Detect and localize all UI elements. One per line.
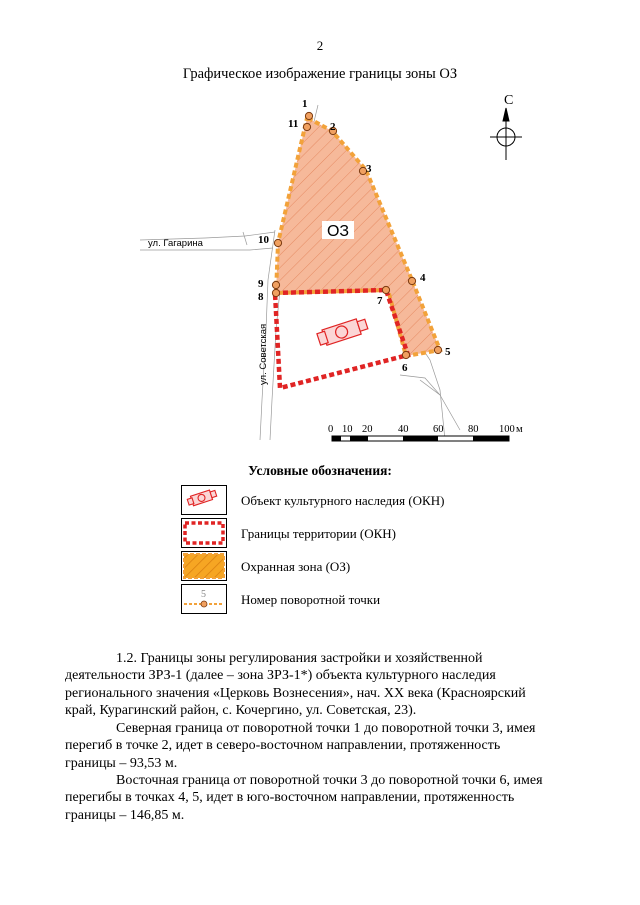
point-label-3: 3 (366, 163, 372, 175)
legend-label-turning-point: Номер поворотной точки (241, 592, 381, 607)
point-marker-7 (382, 286, 389, 293)
point-label-9: 9 (258, 278, 264, 290)
point-marker-1 (305, 112, 312, 119)
point-label-11: 11 (288, 118, 299, 130)
point-label-1: 1 (302, 98, 308, 110)
paragraph-3-line-3: границы – 146,85 м. (65, 807, 185, 823)
scale-tick-10: 10 (342, 424, 353, 435)
point-marker-8 (272, 289, 279, 296)
figure-title: Графическое изображение границы зоны ОЗ (182, 66, 458, 82)
point-marker-5 (434, 346, 441, 353)
point-label-7: 7 (377, 295, 383, 307)
paragraph-3-line-2: перегибы в точках 4, 5, идет в юго-восточном направлении, протяженность (65, 790, 515, 806)
legend-label-okn-object: Объект культурного наследия (ОКН) (241, 493, 445, 508)
scale-tick-40: 40 (398, 424, 409, 435)
point-label-4: 4 (420, 272, 426, 284)
point-label-10: 10 (258, 234, 269, 246)
north-arrow-icon (490, 108, 522, 160)
legend-title: Условные обозначения: (248, 463, 392, 478)
paragraph-2-line-2: перегиб в точке 2, идет в северо-восточном направлении, протяженность (65, 738, 501, 754)
protected-zone-icon (181, 551, 227, 581)
protected-zone-area (276, 118, 440, 356)
paragraph-2-line-3: границы – 93,53 м. (65, 755, 178, 771)
scale-bar (332, 436, 509, 441)
point-marker-11 (303, 123, 310, 130)
scale-tick-0: 0 (328, 424, 334, 435)
church-object-icon (316, 316, 368, 347)
paragraph-3-line-1: Восточная граница от поворотной точки 3 до поворотной точки 6, имея (116, 773, 543, 788)
okn-object-icon (181, 485, 227, 515)
street-label-gagarina: ул. Гагарина (148, 238, 203, 249)
page-number: 2 (316, 38, 324, 53)
point-marker-6 (402, 351, 409, 358)
point-label-8: 8 (258, 291, 264, 303)
point-label-2: 2 (330, 121, 336, 133)
zone-label: ОЗ (326, 223, 350, 240)
point-label-5: 5 (445, 346, 451, 358)
paragraph-1-line-4: край, Курагинский район, с. Кочергино, ул. Советская, 23). (65, 703, 417, 719)
scale-tick-60: 60 (433, 424, 444, 435)
point-label-6: 6 (402, 362, 408, 374)
scale-tick-100: 100 (499, 424, 515, 435)
territory-boundary-icon (181, 518, 227, 548)
scale-tick-20: 20 (362, 424, 373, 435)
paragraph-1-line-3: регионального значения «Церковь Вознесения», нач. XX века (Красноярский (65, 685, 526, 701)
scale-tick-80: 80 (468, 424, 479, 435)
paragraph-1 (65, 650, 596, 720)
legend-item-turning-point (181, 584, 501, 624)
street-label-sovetskaya: ул. Советская (258, 323, 269, 385)
paragraph-1-line-1: 1.2. Границы зоны регулирования застройки и хозяйственной (116, 651, 483, 666)
paragraph-1-body (0, 667, 596, 719)
scale-unit: м (516, 424, 523, 435)
legend-label-territory: Границы территории (ОКН) (241, 526, 397, 541)
paragraph-2 (65, 720, 596, 772)
point-marker-4 (408, 277, 415, 284)
turning-point-icon (181, 584, 227, 614)
north-label: С (504, 93, 514, 108)
paragraph-2-line-1: Северная граница от поворотной точки 1 до поворотной точки 3, имея (116, 721, 536, 736)
paragraph-1-line-2: деятельности ЗРЗ-1 (далее – зона ЗРЗ-1*) объекта культурного наследия (65, 668, 496, 684)
point-marker-9 (272, 281, 279, 288)
legend-label-protected-zone: Охранная зона (ОЗ) (241, 559, 351, 574)
point-marker-10 (274, 239, 281, 246)
paragraph-3 (65, 772, 596, 824)
turning-point-sample-number: 5 (201, 589, 206, 600)
